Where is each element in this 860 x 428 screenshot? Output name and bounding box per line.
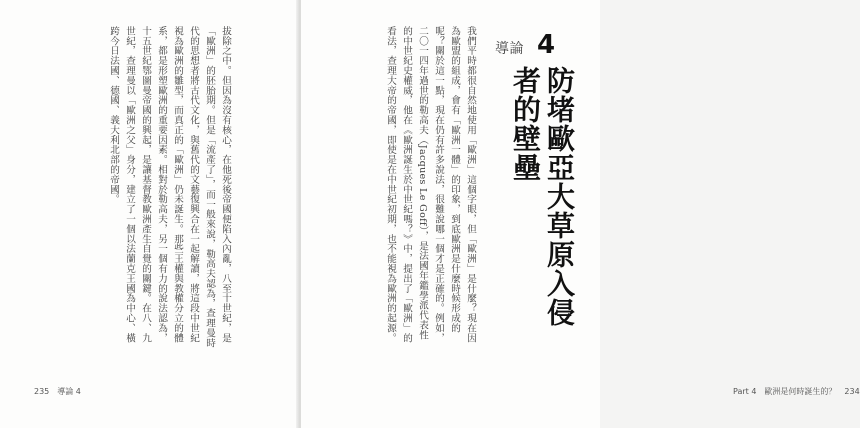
chapter-number: 4 — [537, 30, 556, 60]
left-page — [0, 0, 299, 428]
chapter-title: 防堵歐亞大草原入侵者的壁壘 — [509, 66, 576, 327]
left-page-footer: 235 導論 4 — [34, 387, 81, 396]
right-page-body-text: 我們平時都很自然地使用「歐洲」這個字眼，但「歐洲」是什麼？現在因為歐盟的組成，會有「歐洲一體」的印象，到底歐洲是什麼時候形成的呢？關於這一點，現在仍有許多說法，很難說哪一個才是正確的。例如，二〇一四年過世的勒高夫（Jacques Le Goff），是法國年鑑學派代表性的中世紀史權威，他在《歐洲誕生於中世紀嗎？》中，提出了「歐洲」的看法，查理大帝的帝國，即使是在中世紀初期，也不能視為歐洲的起源。 — [385, 26, 476, 343]
chapter-label: 導論 — [495, 41, 524, 57]
right-page-footer: Part 4 歐洲是何時誕生的？ 234 — [733, 387, 860, 396]
left-page-body-text: 拔除之中。但因為沒有核心，在他死後帝國便陷入內亂，八至十世紀，是「歐洲」的胚胎期。但是「流產了」，而一般來說，勒高夫認為，查理曼時代的思想者將古代文化，與舊代的文藝復興合在一起解讀，將這段中世紀視為歐洲的雛型，而真正的「歐洲」仍未誕生。那些王權與教權分立的體系，都是形塑歐洲的重要因素。相對於勒高夫，另一個有力的說法認為，十五世紀鄂圖曼帝國的興起，是讓基督教歐洲產生自覺的關鍵。在八、九世紀，查理曼以「歐洲之父」身分，建立了一個以法蘭克王國為中心、橫跨今日法國、德國、義大利北部的帝國。 — [108, 26, 231, 348]
